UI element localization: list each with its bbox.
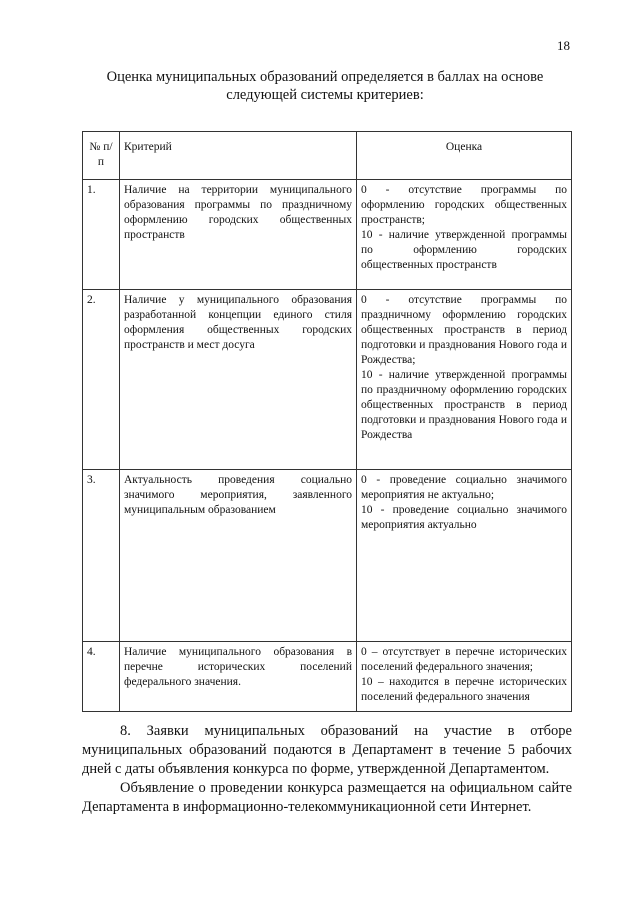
intro-line-2: следующей системы критериев: [226, 87, 424, 103]
row-criterion: Наличие у муниципального образования разработанной концепции единого стиля оформления общественных городских пространств и мест досуга [120, 290, 357, 470]
row-score [357, 180, 572, 290]
intro-line-1: Оценка муниципальных образований определяется в баллах на основе [106, 69, 544, 85]
table-row [83, 290, 572, 470]
body-text [82, 722, 572, 817]
table-row [83, 470, 572, 642]
row-criterion: Актуальность проведения социально значимого мероприятия, заявленного муниципальным образованием [120, 470, 357, 642]
row-score [357, 290, 572, 470]
intro-text [90, 68, 560, 104]
row-number: 4. [83, 642, 120, 712]
score-line: 0 – отсутствует в перечне исторических поселений федерального значения; [361, 646, 567, 673]
score-line: 0 - отсутствие программы по оформлению городских общественных пространств; [361, 184, 567, 226]
page-number: 18 [557, 38, 570, 53]
score-line: 10 - наличие утвержденной программы по праздничному оформлению городских общественных пространств в период подготовки и празднования Нового года и Рождества [361, 369, 567, 441]
score-line: 10 - проведение социально значимого мероприятия актуально [361, 504, 567, 531]
paragraph: Объявление о проведении конкурса размещается на официальном сайте Департамента в информационно-телекоммуникационной сети Интернет. [82, 780, 572, 815]
paragraph: 8. Заявки муниципальных образований на участие в отборе муниципальных образований подаются в Департамент в течение 5 рабочих дней с даты объявления конкурса по форме, утвержденной Департаментом. [82, 723, 572, 777]
table-row [83, 180, 572, 290]
row-score [357, 642, 572, 712]
row-criterion: Наличие на территории муниципального образования программы по праздничному оформлению городских общественных пространств [120, 180, 357, 290]
score-line: 0 - проведение социально значимого мероприятия не актуально; [361, 474, 567, 501]
score-line: 0 - отсутствие программы по праздничному оформлению городских общественных пространств в период подготовки и празднования Нового года и Рождества; [361, 294, 567, 366]
header-num: № п/п [83, 132, 120, 180]
score-line: 10 – находится в перечне исторических поселений федерального значения [361, 676, 567, 703]
table-header-row [83, 132, 572, 180]
row-score [357, 470, 572, 642]
row-number: 1. [83, 180, 120, 290]
header-score: Оценка [357, 132, 572, 180]
header-criterion: Критерий [120, 132, 357, 180]
row-number: 2. [83, 290, 120, 470]
criteria-table [82, 131, 572, 712]
row-number: 3. [83, 470, 120, 642]
row-criterion: Наличие муниципального образования в перечне исторических поселений федерального значения. [120, 642, 357, 712]
table-row [83, 642, 572, 712]
score-line: 10 - наличие утвержденной программы по оформлению городских общественных пространств [361, 229, 567, 271]
